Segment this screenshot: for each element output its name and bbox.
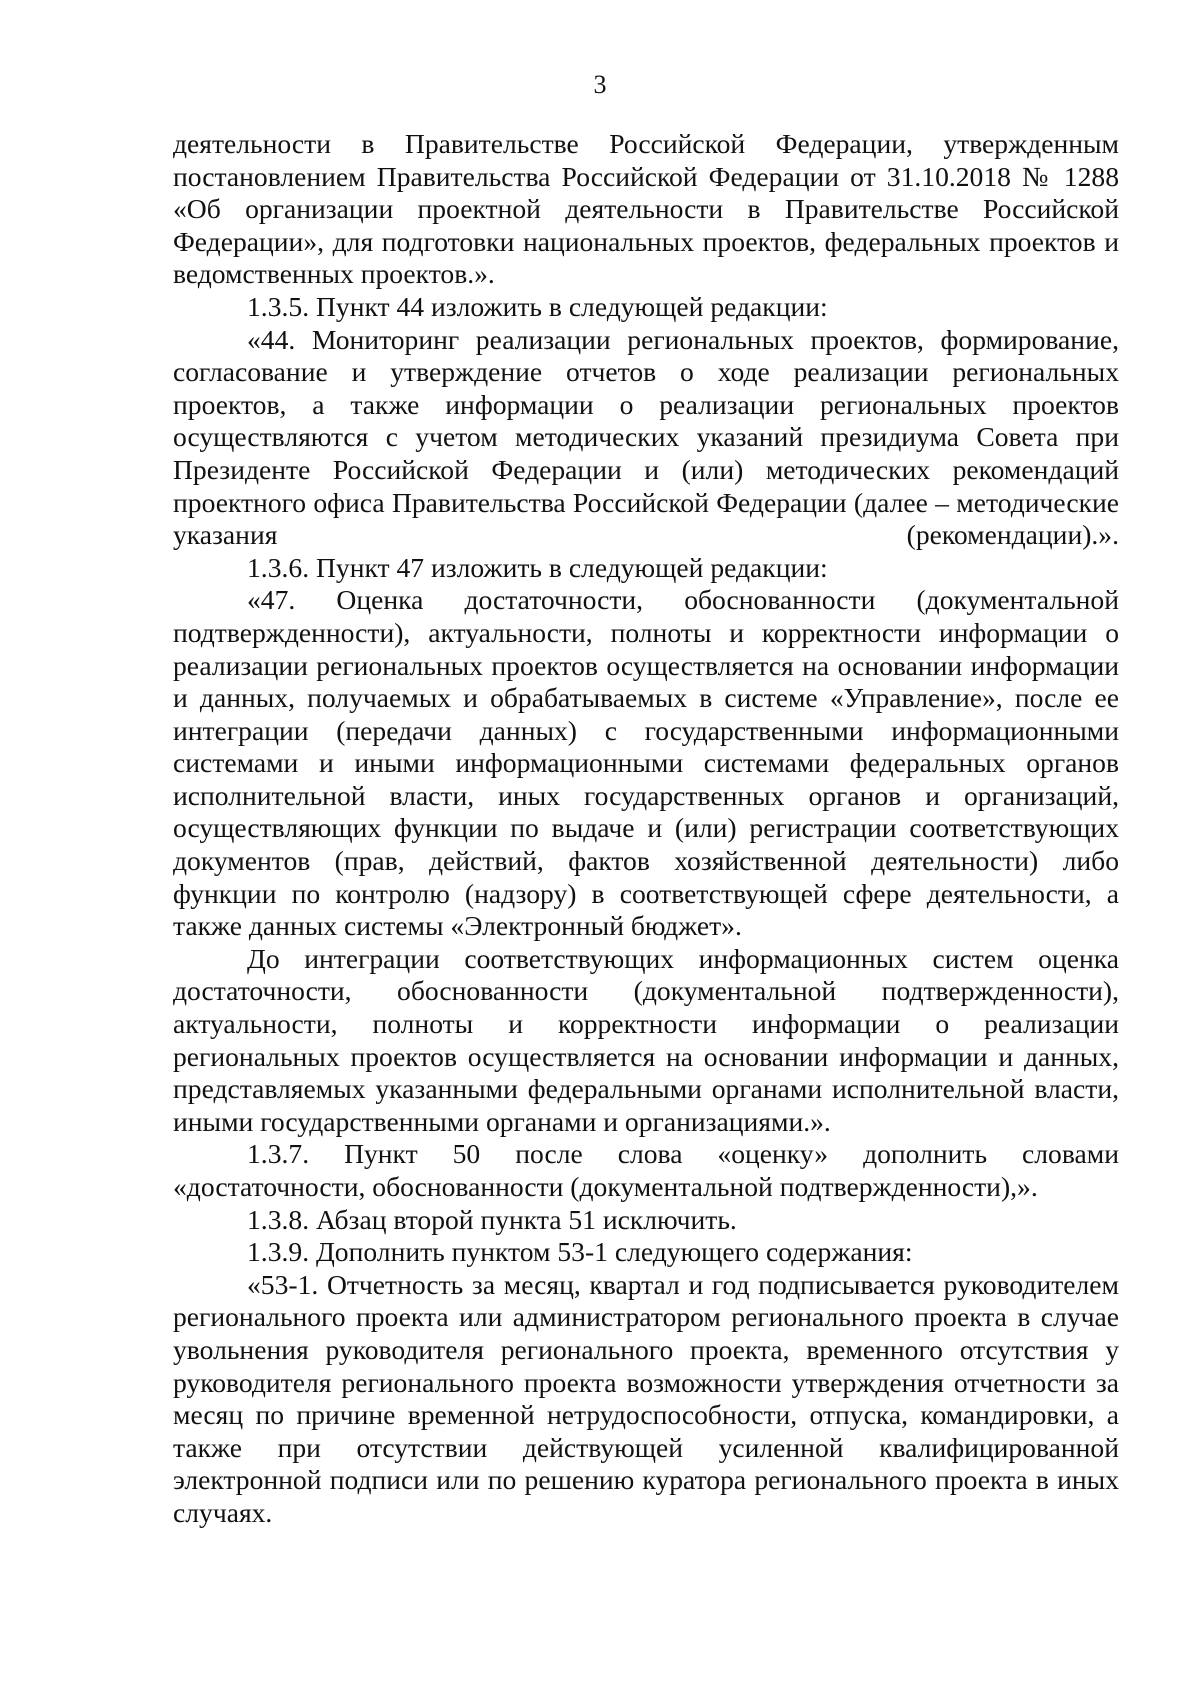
paragraph-item-1-3-9: 1.3.9. Дополнить пунктом 53-1 следующего содержания: [247, 1236, 913, 1268]
paragraph-item-1-3-6: 1.3.6. Пункт 47 изложить в следующей редакции: [247, 551, 828, 583]
page-number: 3 [593, 70, 607, 99]
paragraph-item-1-3-8: 1.3.8. Абзац второй пункта 51 исключить. [247, 1203, 737, 1235]
paragraph-item-1-3-7: 1.3.7. Пункт 50 после слова «оценку» дополнить словами «достаточности, обоснованности (документальной подтвержденности),». [173, 1138, 1119, 1202]
paragraph-item-1-3-5: 1.3.5. Пункт 44 изложить в следующей редакции: [247, 290, 828, 322]
paragraph-point-47: «47. Оценка достаточности, обоснованности (документальной подтвержденности), актуальности, полноты и корректности информации о реализации региональных проектов осуществляется на основании информации и данных, получаемых и обрабатываемых в системе «Управление», после ее интеграции (передачи данных) с государственными информационными системами и иными информационными системами федеральных органов исполнительной власти, иных государственных органов и организаций, осуществляющих функции по выдаче и (или) регистрации соответствующих документов (прав, действий, фактов хозяйственной деятельности) либо функции по контролю (надзору) в соответствующей сфере деятельности, а также данных системы «Электронный бюджет». [173, 584, 1119, 942]
paragraph-point-44: «44. Мониторинг реализации региональных проектов, формирование, согласование и утверждение отчетов о ходе реализации региональных проектов, а также информации о реализации региональных проектов осуществляются с учетом методических указаний президиума Совета при Президенте Российской Федерации и (или) методических рекомендаций проектного офиса Правительства Российской Федерации (далее – методические указания (рекомендации).». [173, 323, 1119, 551]
paragraph-before-integration: До интеграции соответствующих информационных систем оценка достаточности, обоснованности (документальной подтвержденности), актуальности, полноты и корректности информации о реализации региональных проектов осуществляется на основании информации и данных, представляемых указанными федеральными органами исполнительной власти, иными государственными органами и организациями.». [173, 942, 1119, 1137]
paragraph-point-53-1: «53-1. Отчетность за месяц, квартал и год подписывается руководителем регионального проекта или администратором регионального проекта в случае увольнения руководителя регионального проекта, временного отсутствия у руководителя регионального проекта возможности утверждения отчетности за месяц по причине временной нетрудоспособности, отпуска, командировки, а также при отсутствии действующей усиленной квалифицированной электронной подписи или по решению куратора регионального проекта в иных случаях. [173, 1268, 1119, 1528]
document-body [173, 128, 1119, 1530]
paragraph-continuation: деятельности в Правительстве Российской Федерации, утвержденным постановлением Правительства Российской Федерации от 31.10.2018 № 1288 «Об организации проектной деятельности в Правительстве Российской Федерации», для подготовки национальных проектов, федеральных проектов и ведомственных проектов.». [173, 128, 1119, 290]
